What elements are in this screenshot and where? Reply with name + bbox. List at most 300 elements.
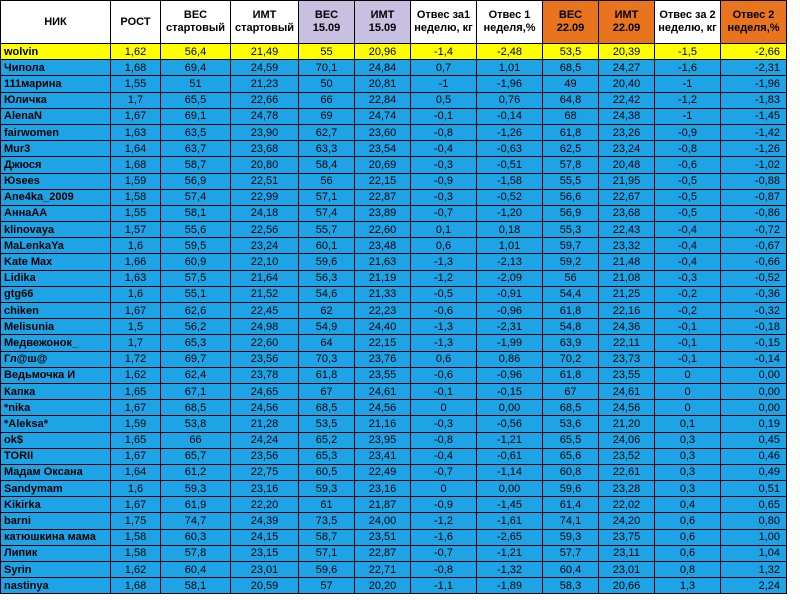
table-row (1, 124, 787, 140)
value-cell: 70,1 (299, 60, 355, 76)
value-cell: 0,6 (411, 238, 477, 254)
value-cell: 0,46 (721, 448, 787, 464)
value-cell: 1,62 (111, 44, 161, 60)
value-cell: 24,61 (599, 383, 655, 399)
value-cell: 59,7 (543, 238, 599, 254)
nick-cell: Юличка (1, 92, 111, 108)
value-cell: 54,9 (299, 319, 355, 335)
value-cell: 0,18 (477, 222, 543, 238)
nick-cell: АннаАА (1, 205, 111, 221)
nick-cell: Sandymam (1, 481, 111, 497)
nick-cell: Melisunia (1, 319, 111, 335)
value-cell: 23,11 (599, 545, 655, 561)
table-row (1, 562, 787, 578)
value-cell: -0,4 (655, 238, 721, 254)
nick-cell: chiken (1, 303, 111, 319)
nick-cell: Kikirka (1, 497, 111, 513)
value-cell: 68 (543, 108, 599, 124)
value-cell: 23,73 (599, 351, 655, 367)
value-cell: -1,45 (477, 497, 543, 513)
value-cell: 22,67 (599, 189, 655, 205)
value-cell: 0,3 (655, 481, 721, 497)
value-cell: -0,1 (411, 383, 477, 399)
value-cell: 24,24 (231, 432, 299, 448)
value-cell: 24,59 (231, 60, 299, 76)
value-cell: 54,4 (543, 286, 599, 302)
value-cell: 59,6 (299, 562, 355, 578)
table-row (1, 351, 787, 367)
value-cell: 22,10 (231, 254, 299, 270)
value-cell: -1,14 (477, 464, 543, 480)
value-cell: -1,42 (721, 124, 787, 140)
value-cell: -1 (655, 76, 721, 92)
value-cell: 22,75 (231, 464, 299, 480)
value-cell: 0,51 (721, 481, 787, 497)
value-cell: -0,5 (655, 173, 721, 189)
value-cell: 55 (299, 44, 355, 60)
value-cell: -1,26 (721, 141, 787, 157)
table-row (1, 205, 787, 221)
value-cell: 1,63 (111, 124, 161, 140)
table-row (1, 92, 787, 108)
value-cell: 65,2 (299, 432, 355, 448)
value-cell: -1,3 (411, 319, 477, 335)
value-cell: 1,62 (111, 562, 161, 578)
value-cell: -1,89 (477, 578, 543, 594)
value-cell: -0,1 (655, 335, 721, 351)
value-cell: -0,3 (655, 270, 721, 286)
value-cell: 1,55 (111, 205, 161, 221)
value-cell: 62,7 (299, 124, 355, 140)
table-row (1, 222, 787, 238)
value-cell: 0,3 (655, 464, 721, 480)
value-cell: 58,7 (161, 157, 231, 173)
value-cell: 56,9 (543, 205, 599, 221)
value-cell: 21,63 (355, 254, 411, 270)
value-cell: 23,95 (355, 432, 411, 448)
table-row (1, 189, 787, 205)
value-cell: 20,81 (355, 76, 411, 92)
value-cell: 53,5 (543, 44, 599, 60)
value-cell: 22,20 (231, 497, 299, 513)
value-cell: 1,6 (111, 286, 161, 302)
value-cell: 59,3 (161, 481, 231, 497)
value-cell: 23,15 (231, 545, 299, 561)
nick-cell: Мадам Оксана (1, 464, 111, 480)
value-cell: -1,5 (655, 44, 721, 60)
value-cell: -0,3 (411, 416, 477, 432)
value-cell: 20,66 (599, 578, 655, 594)
value-cell: 0,80 (721, 513, 787, 529)
header-height: РОСТ (111, 1, 161, 44)
value-cell: 24,40 (355, 319, 411, 335)
value-cell: 22,87 (355, 545, 411, 561)
value-cell: 65,3 (161, 335, 231, 351)
value-cell: 0,6 (655, 545, 721, 561)
value-cell: 1,59 (111, 173, 161, 189)
value-cell: 59,3 (543, 529, 599, 545)
value-cell: 55,7 (299, 222, 355, 238)
table-row (1, 416, 787, 432)
value-cell: 57,4 (161, 189, 231, 205)
value-cell: -0,14 (477, 108, 543, 124)
value-cell: 55,3 (543, 222, 599, 238)
value-cell: 21,23 (231, 76, 299, 92)
value-cell: -0,9 (411, 497, 477, 513)
value-cell: 22,51 (231, 173, 299, 189)
value-cell: 21,19 (355, 270, 411, 286)
value-cell: 22,66 (231, 92, 299, 108)
value-cell: 24,56 (599, 400, 655, 416)
value-cell: -0,88 (721, 173, 787, 189)
value-cell: 23,16 (231, 481, 299, 497)
value-cell: 62,5 (543, 141, 599, 157)
nick-cell: Липик (1, 545, 111, 561)
value-cell: 21,95 (599, 173, 655, 189)
table-row (1, 173, 787, 189)
value-cell: 1,75 (111, 513, 161, 529)
value-cell: -0,63 (477, 141, 543, 157)
value-cell: -0,4 (411, 141, 477, 157)
header-bmi-2209: ИМТ 22.09 (599, 1, 655, 44)
value-cell: -1,2 (411, 270, 477, 286)
value-cell: 22,84 (355, 92, 411, 108)
header-start-weight: ВЕС стартовый (161, 1, 231, 44)
value-cell: 1,01 (477, 238, 543, 254)
nick-cell: катюшкина мама (1, 529, 111, 545)
table-row (1, 60, 787, 76)
value-cell: 1,64 (111, 141, 161, 157)
value-cell: -1,32 (477, 562, 543, 578)
table-row (1, 157, 787, 173)
value-cell: 23,56 (231, 351, 299, 367)
value-cell: 24,65 (231, 383, 299, 399)
value-cell: 69,4 (161, 60, 231, 76)
value-cell: 21,87 (355, 497, 411, 513)
value-cell: 64 (299, 335, 355, 351)
value-cell: -0,61 (477, 448, 543, 464)
value-cell: 59,5 (161, 238, 231, 254)
value-cell: 65,7 (161, 448, 231, 464)
value-cell: 23,51 (355, 529, 411, 545)
value-cell: 58,1 (161, 205, 231, 221)
value-cell: 1,58 (111, 529, 161, 545)
header-loss-week1-pct: Отвес 1 неделя,% (477, 1, 543, 44)
value-cell: 60,5 (299, 464, 355, 480)
value-cell: -0,72 (721, 222, 787, 238)
value-cell: 20,48 (599, 157, 655, 173)
value-cell: 65,6 (543, 448, 599, 464)
value-cell: 1,67 (111, 303, 161, 319)
value-cell: -1,99 (477, 335, 543, 351)
header-row (1, 1, 787, 44)
value-cell: 1,58 (111, 189, 161, 205)
value-cell: 24,61 (355, 383, 411, 399)
value-cell: 1,58 (111, 545, 161, 561)
value-cell: -0,8 (411, 432, 477, 448)
value-cell: -1,61 (477, 513, 543, 529)
value-cell: 23,60 (355, 124, 411, 140)
value-cell: -0,91 (477, 286, 543, 302)
nick-cell: Kate Max (1, 254, 111, 270)
value-cell: 20,40 (599, 76, 655, 92)
value-cell: 61,8 (543, 303, 599, 319)
value-cell: 1,68 (111, 157, 161, 173)
nick-cell: Syrin (1, 562, 111, 578)
value-cell: -1,3 (411, 335, 477, 351)
value-cell: -2,09 (477, 270, 543, 286)
value-cell: 61,8 (543, 367, 599, 383)
value-cell: 23,76 (355, 351, 411, 367)
value-cell: 23,26 (599, 124, 655, 140)
value-cell: 0 (655, 383, 721, 399)
value-cell: 1,7 (111, 335, 161, 351)
value-cell: 56,9 (161, 173, 231, 189)
value-cell: 22,43 (599, 222, 655, 238)
value-cell: -0,6 (411, 303, 477, 319)
value-cell: 65,3 (299, 448, 355, 464)
value-cell: 22,15 (355, 173, 411, 189)
table-row (1, 141, 787, 157)
value-cell: -0,5 (655, 189, 721, 205)
value-cell: 1,67 (111, 108, 161, 124)
value-cell: -2,31 (477, 319, 543, 335)
header-bmi-1509: ИМТ 15.09 (355, 1, 411, 44)
value-cell: -0,1 (655, 319, 721, 335)
header-weight-1509: ВЕС 15.09 (299, 1, 355, 44)
nick-cell: Капка (1, 383, 111, 399)
value-cell: -2,31 (721, 60, 787, 76)
value-cell: 1,6 (111, 481, 161, 497)
value-cell: 1,55 (111, 76, 161, 92)
value-cell: -1,6 (655, 60, 721, 76)
value-cell: 58,1 (161, 578, 231, 594)
value-cell: 62,6 (161, 303, 231, 319)
value-cell: -0,51 (477, 157, 543, 173)
value-cell: 1,6 (111, 238, 161, 254)
value-cell: 22,45 (231, 303, 299, 319)
value-cell: 24,84 (355, 60, 411, 76)
value-cell: -0,7 (411, 205, 477, 221)
value-cell: 22,60 (355, 222, 411, 238)
table-row (1, 44, 787, 60)
value-cell: 21,49 (231, 44, 299, 60)
value-cell: 60,4 (161, 562, 231, 578)
value-cell: 23,28 (599, 481, 655, 497)
value-cell: 21,16 (355, 416, 411, 432)
value-cell: 24,36 (599, 319, 655, 335)
value-cell: -0,56 (477, 416, 543, 432)
value-cell: -0,8 (411, 124, 477, 140)
value-cell: 0,3 (655, 432, 721, 448)
value-cell: 21,28 (231, 416, 299, 432)
value-cell: 57,4 (299, 205, 355, 221)
value-cell: 62 (299, 303, 355, 319)
value-cell: -0,36 (721, 286, 787, 302)
value-cell: 0,00 (721, 400, 787, 416)
value-cell: 23,75 (599, 529, 655, 545)
value-cell: 57 (299, 578, 355, 594)
value-cell: -1,21 (477, 545, 543, 561)
value-cell: 2,24 (721, 578, 787, 594)
value-cell: -0,15 (477, 383, 543, 399)
value-cell: 21,20 (599, 416, 655, 432)
value-cell: 59,6 (543, 481, 599, 497)
value-cell: 63,7 (161, 141, 231, 157)
value-cell: 23,48 (355, 238, 411, 254)
table-row (1, 367, 787, 383)
value-cell: 61,8 (299, 367, 355, 383)
value-cell: -0,5 (411, 286, 477, 302)
value-cell: 24,56 (231, 400, 299, 416)
value-cell: 0,7 (411, 60, 477, 76)
value-cell: 66 (299, 92, 355, 108)
nick-cell: ok$ (1, 432, 111, 448)
value-cell: 57,1 (299, 545, 355, 561)
value-cell: 22,16 (599, 303, 655, 319)
value-cell: 57,8 (543, 157, 599, 173)
value-cell: 20,39 (599, 44, 655, 60)
value-cell: 68,5 (543, 400, 599, 416)
value-cell: -0,66 (721, 254, 787, 270)
nick-cell: TORII (1, 448, 111, 464)
value-cell: -0,15 (721, 335, 787, 351)
table-row (1, 464, 787, 480)
value-cell: 63,9 (543, 335, 599, 351)
value-cell: -0,3 (411, 189, 477, 205)
value-cell: 21,08 (599, 270, 655, 286)
nick-cell: wolvin (1, 44, 111, 60)
value-cell: -0,8 (655, 141, 721, 157)
value-cell: 57,8 (161, 545, 231, 561)
value-cell: 1,72 (111, 351, 161, 367)
value-cell: 22,02 (599, 497, 655, 513)
value-cell: 24,98 (231, 319, 299, 335)
value-cell: 58,7 (299, 529, 355, 545)
value-cell: 21,25 (599, 286, 655, 302)
value-cell: 64,8 (543, 92, 599, 108)
value-cell: 53,8 (161, 416, 231, 432)
value-cell: -1,96 (477, 76, 543, 92)
table-row (1, 481, 787, 497)
value-cell: 69 (299, 108, 355, 124)
value-cell: 61 (299, 497, 355, 513)
value-cell: 0,1 (655, 416, 721, 432)
value-cell: 0,00 (721, 367, 787, 383)
value-cell: 24,27 (599, 60, 655, 76)
nick-cell: Джюся (1, 157, 111, 173)
value-cell: -0,14 (721, 351, 787, 367)
value-cell: -2,66 (721, 44, 787, 60)
value-cell: -0,18 (721, 319, 787, 335)
table-row (1, 448, 787, 464)
value-cell: 0,6 (655, 529, 721, 545)
value-cell: -0,6 (655, 157, 721, 173)
value-cell: 65,5 (543, 432, 599, 448)
header-loss-week2-pct: Отвес 2 неделя,% (721, 1, 787, 44)
value-cell: 0,19 (721, 416, 787, 432)
table-body (1, 44, 787, 594)
value-cell: 24,38 (599, 108, 655, 124)
value-cell: 23,32 (599, 238, 655, 254)
value-cell: -0,87 (721, 189, 787, 205)
table-row (1, 578, 787, 594)
nick-cell: Mur3 (1, 141, 111, 157)
nick-cell: gtg66 (1, 286, 111, 302)
value-cell: 65,5 (161, 92, 231, 108)
value-cell: 1,7 (111, 92, 161, 108)
value-cell: -0,2 (655, 303, 721, 319)
nick-cell: nastinya (1, 578, 111, 594)
value-cell: -0,8 (411, 562, 477, 578)
nick-cell: *Aleksa* (1, 416, 111, 432)
value-cell: -0,4 (655, 222, 721, 238)
value-cell: 22,60 (231, 335, 299, 351)
value-cell: -0,67 (721, 238, 787, 254)
value-cell: 1,68 (111, 578, 161, 594)
value-cell: 58,4 (299, 157, 355, 173)
value-cell: -0,1 (655, 351, 721, 367)
value-cell: 67,1 (161, 383, 231, 399)
nick-cell: Lidika (1, 270, 111, 286)
value-cell: 1,01 (477, 60, 543, 76)
value-cell: 1,3 (655, 578, 721, 594)
value-cell: -2,13 (477, 254, 543, 270)
value-cell: 56,3 (299, 270, 355, 286)
value-cell: -0,96 (477, 367, 543, 383)
value-cell: 60,3 (161, 529, 231, 545)
value-cell: 23,90 (231, 124, 299, 140)
value-cell: 1,04 (721, 545, 787, 561)
header-loss-week1-kg: Отвес за1 неделю, кг (411, 1, 477, 44)
value-cell: 57,7 (543, 545, 599, 561)
value-cell: 23,01 (599, 562, 655, 578)
value-cell: 22,23 (355, 303, 411, 319)
value-cell: 22,56 (231, 222, 299, 238)
value-cell: 21,33 (355, 286, 411, 302)
value-cell: 24,18 (231, 205, 299, 221)
table-row (1, 383, 787, 399)
value-cell: 0,4 (655, 497, 721, 513)
value-cell: 61,4 (543, 497, 599, 513)
value-cell: -0,7 (411, 464, 477, 480)
value-cell: -0,96 (477, 303, 543, 319)
value-cell: 68,5 (299, 400, 355, 416)
value-cell: -1,02 (721, 157, 787, 173)
value-cell: 0 (655, 400, 721, 416)
value-cell: 23,01 (231, 562, 299, 578)
value-cell: 20,59 (231, 578, 299, 594)
value-cell: 69,1 (161, 108, 231, 124)
value-cell: 1,59 (111, 416, 161, 432)
value-cell: 60,1 (299, 238, 355, 254)
table-row (1, 76, 787, 92)
value-cell: -1 (655, 108, 721, 124)
value-cell: 0,00 (477, 400, 543, 416)
value-cell: 66 (161, 432, 231, 448)
value-cell: -0,2 (655, 286, 721, 302)
value-cell: 67 (543, 383, 599, 399)
value-cell: -0,86 (721, 205, 787, 221)
value-cell: 0 (411, 400, 477, 416)
value-cell: 22,71 (355, 562, 411, 578)
value-cell: 73,5 (299, 513, 355, 529)
value-cell: 1,64 (111, 464, 161, 480)
value-cell: -0,3 (411, 157, 477, 173)
value-cell: 1,67 (111, 448, 161, 464)
value-cell: 23,16 (355, 481, 411, 497)
value-cell: 24,20 (599, 513, 655, 529)
